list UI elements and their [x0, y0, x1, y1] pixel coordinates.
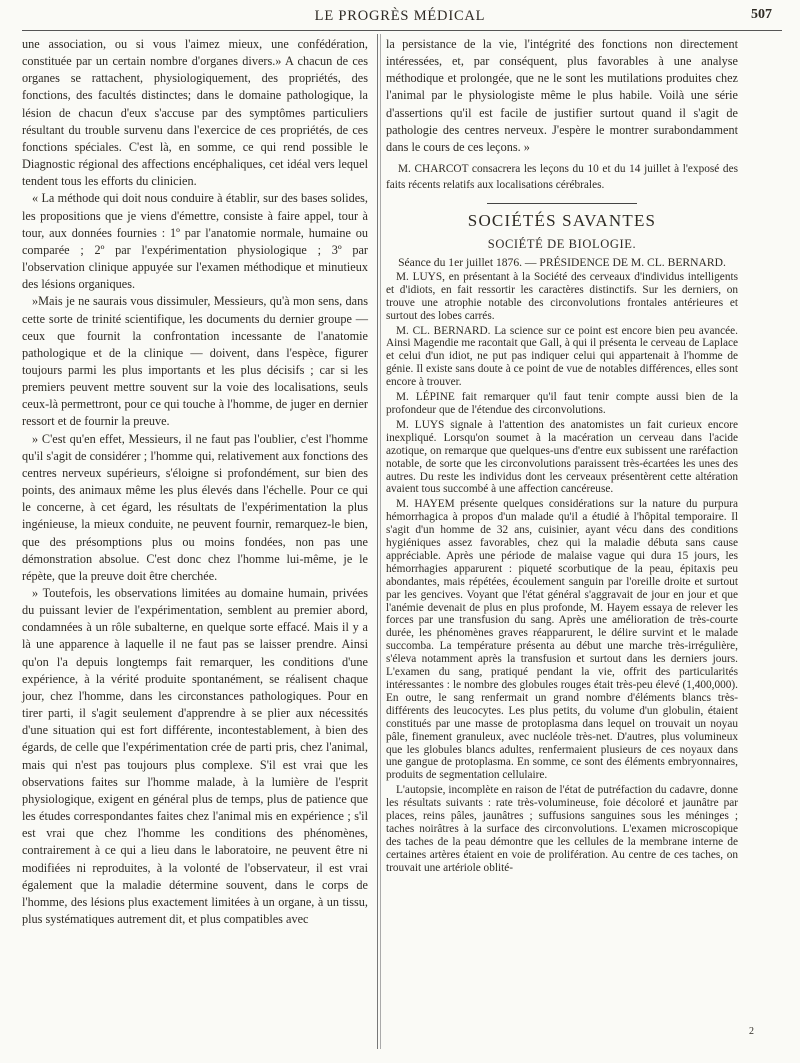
- page-number: 507: [751, 7, 772, 22]
- column-divider-secondary: [380, 34, 381, 1049]
- left-paragraph-2: « La méthode qui doit nous conduire à établir, sur des bases solides, les propositions que je viens d'émettre, consiste à faire appel, tour à tour, aux données fournies : 1º par l'anatomie normale, humaine ou comparée ; 2º par l'expérimentation physiologique ; 3º par l'observation clinique appuyée sur l'examen méthodique et minutieux des lésions organiques.: [22, 191, 368, 292]
- column-divider: [377, 34, 378, 1049]
- left-column: [22, 36, 368, 928]
- session-paragraph-3: M. LÉPINE fait remarquer qu'il faut tenir compte aussi bien de la profondeur que de l'étendue des circonvolutions.: [386, 391, 738, 416]
- society-title: SOCIÉTÉ DE BIOLOGIE.: [487, 236, 637, 251]
- session-paragraph-4: M. LUYS signale à l'attention des anatomistes un fait curieux encore inexpliqué. Lorsqu'on soumet à la macération un cerveau dans l'acide azotique, on remarque que quelques-uns d'entre eux subissent une raréfaction notable, de sorte que les circonvolutions paraissent très-écartées les unes des autres. Du reste les individus dont les cerveaux présentèrent cette altération avaient tous succombé à une affection cancéreuse.: [386, 418, 738, 496]
- left-paragraph-3: »Mais je ne saurais vous dissimuler, Messieurs, qu'à mon sens, dans cette sorte de trinité scientifique, les documents du dernier groupe — ceux que fournit la confrontation incessante de l'anatomie pathologique et de la clinique — doivent, dans l'espèce, figurer toujours parmi les plus importants et les plus décisifs ; car si les premiers peuvent mettre souvent sur la voie des localisations, seuls ceux-là permettront, pour ce qui touche à l'homme, de juger en dernier ressort et de fournir la preuve.: [22, 294, 368, 429]
- left-paragraph-5: » Toutefois, les observations limitées au domaine humain, privées du puissant levier de l'expérimentation, semblent au premier abord, condamnées à un rôle subalterne, en quelque sorte effacé. Mais il y a là une apparence à laquelle il ne faut pas se laisser prendre. Ainsi qu'on l'a depuis longtemps fait remarquer, les conditions d'une expérience, à la vérité produite spontanément, se réalisent chaque jour, chez l'homme, dans les circonstances pathologiques. Pour en tirer parti, il s'agit seulement d'apprendre à se plier aux nécessités d'une situation qui est fort différente, incontestablement, à bien des égards, de celle que l'expérimentation crée de parti pris, chez l'animal, mais qui n'est pas toujours plus complexe. S'il est vrai que les observations faites sur l'homme malade, à la lumière de l'esprit physiologique, exigent en général plus de temps, plus de patience que les études correspondantes faites chez l'animal mis en expérience ; s'il est vrai que chez l'homme les conditions des phénomènes, contrairement à ce qui a lieu dans le laboratoire, ne peuvent être ni modifiées ni reproduites, à la volonté de l'observateur, il est vrai également que la maladie détermine souvent, dans le corps de l'homme, des lésions plus exactement limitées à un organe, à un tissu, plus systématiques autrement dit, et plus compatibles avec: [22, 586, 368, 926]
- session-paragraph-1: M. LUYS, en présentant à la Société des cerveaux d'individus intelligents et d'idiots, en fait ressortir les caractères distinctifs. Sur les derniers, on trouve une atrophie notable des circonvolutions frontales antérieures et surtout des lobes carrés.: [386, 270, 738, 322]
- right-paragraph-1: la persistance de la vie, l'intégrité des fonctions non directement intéressées, et, par conséquent, plus favorables à une analyse méthodique et prolongée, que ne le sont les mutilations produites chez l'animal par le physiologiste même le plus habile. Voilà une série d'assertions qu'il est facile de justifier surtout quand il s'agit de pathologie des centres nerveux. J'espère le montrer surabondamment dans le cours de ces leçons. »: [386, 37, 738, 154]
- running-head: LE PROGRÈS MÉDICAL: [314, 8, 486, 24]
- session-line: Séance du 1er juillet 1876. — PRÉSIDENCE DE M. CL. BERNARD.: [398, 255, 726, 269]
- lecture-note: M. CHARCOT consacrera les leçons du 10 et du 14 juillet à l'exposé des faits récents relatifs aux localisations cérébrales.: [386, 163, 738, 191]
- header-rule: [22, 30, 782, 31]
- right-column: [386, 36, 738, 875]
- session-paragraph-5: M. HAYEM présente quelques considérations sur la nature du purpura hémorrhagica à propos d'un malade qu'il a étudié à l'hôpital temporaire. Il s'agit d'un homme de 32 ans, cuisinier, ayant vécu dans des conditions hygiéniques assez favorables, chez qui la maladie débuta sans cause appréciable. Après une période de malaise vague qui dura 15 jours, les hémorrhagies apparurent : piqueté scorbutique de la peau, épitaxis peu abondantes, mais répétées, écoulement sanguin par l'oreille droite et surtout par les gencives. Voyant que l'état général s'aggravait de jour en jour et que l'anémie devenait de plus en plus profonde, M. Hayem essaya de relever les forces par une transfusion du sang. Après une amélioration de très-courte durée, les phénomènes graves réapparurent, le délire survint et le malade succomba. La température présenta au début une marche très-irrégulière, s'éleva notamment après la transfusion et surtout dans les derniers jours. L'examen du sang, pratiqué pendant la vie, offrit des particularités intéressantes : le nombre des globules rouges était très-peu élevé (1,400,000). En outre, le sang renfermait un grand nombre d'éléments blancs très-différents des leucocytes. Les plus petits, du volume d'un globulin, étaient constitués par une masse de protoplasma dans lequel on trouvait un noyau pâle, finement granuleux, avec nucléole très-net. D'autres, plus volumineux que les globules blancs adultes, renfermaient plusieurs de ces noyaux dans une gangue de protoplasma. En somme, ce sont des éléments embryonnaires, produits de segmentation cellulaire.: [386, 498, 738, 782]
- signature-mark: 2: [749, 1026, 754, 1037]
- section-title: SOCIÉTÉS SAVANTES: [467, 210, 657, 230]
- page-header: [0, 6, 800, 28]
- session-paragraph-2: M. CL. BERNARD. La science sur ce point est encore bien peu avancée. Ainsi Magendie me racontait que Gall, à qui il présenta le cerveau de Laplace et celui d'un idiot, ne put pas indiquer celui qui appartenait à l'homme de génie. Il existe sans doute à ce point de vue de notables différences, elles sont encore à trouver.: [386, 324, 738, 389]
- section-separator: [487, 203, 637, 204]
- left-paragraph-1: une association, ou si vous l'aimez mieux, une confédération, constituée par un certain nombre d'organes divers.» A chacun de ces organes se rattachent, physiologiquement, des propriétés, des fonctions, des facultés distinctes; dans le domaine pathologique, la lésion de chacun d'eux s'accuse par des symptômes particuliers résultant du trouble survenu dans l'exercice de ces propriétés, de ces fonctions spéciales. C'est là, en somme, ce qui rend possible le Diagnostic régional des affections encéphaliques, cet idéal vers lequel tendent tous les efforts du clinicien.: [22, 37, 368, 189]
- left-paragraph-4: » C'est qu'en effet, Messieurs, il ne faut pas l'oublier, c'est l'homme qu'il s'agit de considérer ; l'homme qui, relativement aux fonctions des centres nerveux supérieurs, s'éloigne si profondément, sur bien des points, des animaux même les plus élevés dans l'échelle. Pour ce qui le concerne, à cet égard, les résultats de l'expérimentation la plus ingénieuse, la mieux conduite, ne peuvent fournir, remarquez-le bien, que des présomptions plus ou moins fondées, non pas une démonstration absolue. C'est donc chez l'homme lui-même, je le répète, que la preuve doit être cherchée.: [22, 431, 368, 583]
- session-paragraph-6: L'autopsie, incomplète en raison de l'état de putréfaction du cadavre, donne les résultats suivants : rate très-volumineuse, foie décoloré et jaunâtre par places, reins pâles, jaunâtres ; suffusions sanguines sous les méninges ; taches noirâtres à la surface des circonvolutions. L'examen microscopique des taches de la peau démontre que les cellules de la membrane interne de certaines artères étaient en voie de prolifération. Au centre de ces taches, on trouvait une artériole oblité-: [386, 784, 738, 874]
